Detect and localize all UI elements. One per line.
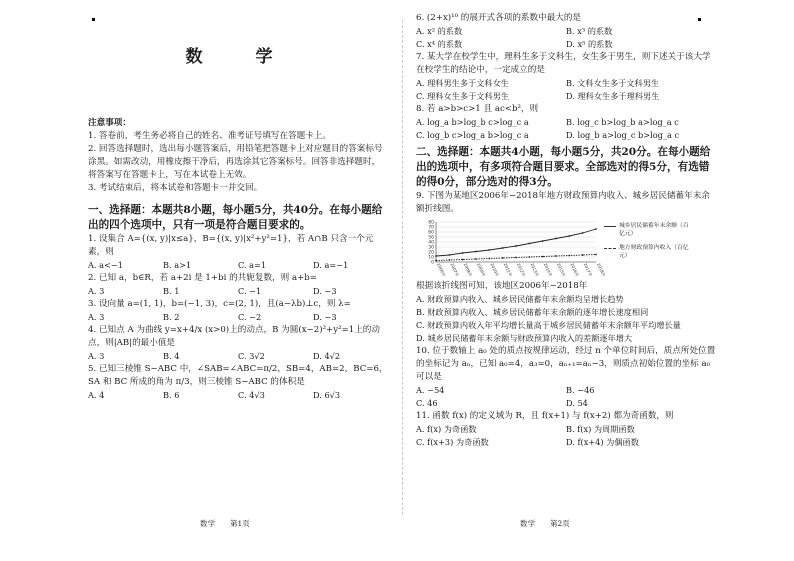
q5-option-c: C. 4√3 <box>238 390 265 400</box>
question-2-options <box>88 285 388 298</box>
legend-swatch-savings <box>604 226 616 227</box>
q2-option-b: B. 1 <box>163 286 180 296</box>
section-1-header: 一、选择题：本题共8小题，每小题5分，共40分。在每小题给出的四个选项中，只有一项是符合题目要求的。 <box>88 204 383 231</box>
question-4-options <box>88 350 388 363</box>
q4-option-b: B. 4 <box>163 351 180 361</box>
legend-item-savings <box>604 222 694 238</box>
note-3: 3. 考试结束后，将本试卷和答题卡一并交回。 <box>88 183 263 193</box>
q4-option-a: A. 3 <box>88 351 105 361</box>
q11-option-b: B. f(x) 为周期函数 <box>566 424 635 434</box>
note-2: 2. 回答选择题时，选出每小题答案后，用铅笔把答题卡上对应题目的答案标号涂黑。如需改动，用橡皮擦干净后，再选涂其它答案标号。回答非选择题时，将答案写在答题卡上，写在本试卷上无效。 <box>88 144 383 180</box>
question-11: 11. 函数 f(x) 的定义域为 R，且 f(x+1) 与 f(x+2) 都为奇函数，则 <box>416 411 674 421</box>
q8-option-a: A. log_a b>log_b c>log_c a <box>416 117 529 127</box>
series-0-point <box>555 238 557 240</box>
question-9-lead: 根据该折线图可知，该地区2006年−2018年 <box>416 281 588 291</box>
question-8: 8. 若 a>b>c>1 且 ac<b²，则 <box>416 104 539 114</box>
series-0-point <box>582 232 584 234</box>
q9-option-d: D. 城乡居民储蓄年末余额与财政预算内收入的差额逐年增大 <box>416 333 633 343</box>
question-5-options <box>88 389 388 402</box>
q5-option-b: B. 6 <box>163 390 180 400</box>
question-9-options <box>416 293 716 345</box>
question-3-options <box>88 311 388 324</box>
x-tick-label: 2006年 <box>436 262 447 278</box>
q2-option-d: D. −3 <box>313 286 337 296</box>
series-0-point <box>528 243 530 245</box>
series-1-point <box>515 257 517 259</box>
line-chart-svg <box>416 218 606 278</box>
page-divider <box>402 20 403 515</box>
question-7-options <box>416 77 716 103</box>
question-4: 4. 已知点 A 为曲线 y=x+4/x (x>0)上的动点，B 为圆(x−2)²+y²=1上的动点，则|AB|的最小值是 <box>88 325 380 348</box>
question-3: 3. 设向量 a=(1, 1)，b=(−1, 3)，c=(2, 1)，且(a−λb)⊥c，则 λ= <box>88 299 351 309</box>
q2-option-a: A. 3 <box>88 286 105 296</box>
x-tick-label: 2016年 <box>569 262 580 278</box>
note-1: 1. 答卷前，考生务必将自己的姓名、准考证号填写在答题卡上。 <box>88 131 331 141</box>
q9-option-b: B. 财政预算内收入、城乡居民储蓄年末余额的逐年增长速度相同 <box>416 307 649 317</box>
section-2-header: 二、选择题：本题共4小题，每小题5分，共20分。在每小题给出的选项中，有多项符合题目要求。全部选对的得5分，有选错的得0分，部分选对的得3分。 <box>416 146 711 188</box>
q10-option-a: A. −54 <box>416 385 445 395</box>
series-1-point <box>462 259 464 261</box>
y-tick-label: 50 <box>428 235 434 241</box>
x-tick-label: 2015年 <box>556 262 567 278</box>
x-tick-label: 2014年 <box>542 262 554 278</box>
q8-option-d: D. log_b a>log_c b>log_a c <box>566 130 680 140</box>
series-0-point <box>448 254 450 256</box>
right-page-footer: 数学 第2页 <box>520 519 570 528</box>
q11-option-a: A. f(x) 为奇函数 <box>416 424 477 434</box>
q6-option-d: D. x⁵ 的系数 <box>566 39 613 49</box>
q7-option-b: B. 文科女生多于文科男生 <box>566 78 660 88</box>
series-1-point <box>568 255 570 257</box>
q2-option-c: C. −1 <box>238 286 262 296</box>
q5-option-d: D. 6√3 <box>313 390 341 400</box>
x-tick-label: 2008年 <box>462 262 474 278</box>
series-0-point <box>475 251 477 253</box>
q3-option-c: C. −2 <box>238 312 262 322</box>
q1-option-b: B. a>1 <box>163 260 192 270</box>
series-1-point <box>555 255 557 257</box>
q9-option-c: C. 财政预算内收入年平均增长量高于城乡居民储蓄年末余额年平均增长量 <box>416 320 681 330</box>
q5-option-a: A. 4 <box>88 390 105 400</box>
q7-option-c: C. 理科女生多于文科男生 <box>416 91 510 101</box>
q6-option-c: C. x⁴ 的系数 <box>416 39 463 49</box>
x-tick-label: 2013年 <box>529 262 540 278</box>
question-8-options <box>416 116 716 142</box>
q4-option-c: C. 3√2 <box>238 351 265 361</box>
question-6: 6. (2+x)¹⁰ 的展开式各项的系数中最大的是 <box>416 13 582 23</box>
exam-title: 数 学 <box>185 47 291 67</box>
series-0-point <box>462 252 464 254</box>
question-7: 7. 某大学在校学生中，理科生多于文科生，女生多于男生，则下述关于该大学在校学生的结论中，一定成立的是 <box>416 52 711 75</box>
q7-option-a: A. 理科男生多于文科女生 <box>416 78 509 88</box>
x-tick-label: 2012年 <box>516 262 527 278</box>
q10-option-d: D. 54 <box>566 398 588 408</box>
series-0-point <box>515 245 517 247</box>
q1-option-d: D. a=−1 <box>313 260 349 270</box>
legend-label-savings: 城乡居民储蓄年末余额（百亿元） <box>619 223 689 237</box>
left-page-footer: 数学 第1页 <box>200 519 250 528</box>
legend-label-revenue: 地方财政预算内收入（百亿元） <box>619 245 689 259</box>
series-1-point <box>582 254 584 256</box>
left-page <box>88 12 388 521</box>
question-2: 2. 已知 a，b∈R，若 a+2i 是 1+bi 的共轭复数，则 a+b= <box>88 273 317 283</box>
question-5: 5. 已知三棱锥 S−ABC 中，∠SAB=∠ABC=π/2，SB=4，AB=2，BC=6，SA 和 BC 所成的角为 π/3，则三棱锥 S−ABC 的体积是 <box>88 364 388 387</box>
chart-legend <box>604 222 694 266</box>
question-1: 1. 设集合 A={(x, y)|x≤a}，B={(x, y)|x²+y²=1}，若 A∩B 只含一个元素，则 <box>88 234 374 257</box>
x-tick-label: 2010年 <box>489 262 500 278</box>
q3-option-d: D. −3 <box>313 312 337 322</box>
y-tick-label: 10 <box>428 255 434 261</box>
question-10-options <box>416 384 716 410</box>
legend-swatch-revenue <box>604 248 616 249</box>
q1-option-c: C. a=1 <box>238 260 267 270</box>
series-0-point <box>435 255 437 257</box>
q11-option-c: C. f(x+3) 为奇函数 <box>416 437 489 447</box>
q4-option-d: D. 4√2 <box>313 351 341 361</box>
y-tick-label: 60 <box>428 230 434 236</box>
series-1-point <box>528 256 530 258</box>
q8-option-b: B. log_c b>log_b a>log_a c <box>566 117 679 127</box>
x-tick-label: 2018年 <box>596 262 606 278</box>
q8-option-c: C. log_b c>log_a b>log_c a <box>416 130 529 140</box>
series-0-point <box>595 228 597 230</box>
y-tick-label: 40 <box>428 240 434 246</box>
x-tick-label: 2009年 <box>476 262 487 278</box>
q3-option-b: B. 2 <box>163 312 180 322</box>
q1-option-a: A. a<−1 <box>88 260 123 270</box>
question-11-options <box>416 423 716 449</box>
question-9: 9. 下图为某地区2006年−2018年地方财政预算内收入、城乡居民储蓄年末余额折线图。 <box>416 191 710 214</box>
q6-option-b: B. x³ 的系数 <box>566 26 613 36</box>
q9-option-a: A. 财政预算内收入、城乡居民储蓄年末余额均呈增长趋势 <box>416 294 624 304</box>
question-1-options <box>88 259 388 272</box>
x-tick-label: 2017年 <box>582 262 594 278</box>
q10-option-c: C. 46 <box>416 398 438 408</box>
q7-option-d: D. 理科女生多于理科男生 <box>566 91 660 101</box>
q10-option-b: B. −46 <box>566 385 595 395</box>
series-1-point <box>488 258 490 260</box>
series-1-point <box>435 260 437 262</box>
y-tick-label: 30 <box>428 245 434 251</box>
series-1-point <box>448 259 450 261</box>
series-0-point <box>488 249 490 251</box>
legend-item-revenue <box>604 244 694 260</box>
series-1-point <box>542 256 544 258</box>
question-6-options <box>416 25 716 51</box>
q3-option-a: A. 3 <box>88 312 105 322</box>
q6-option-a: A. x² 的系数 <box>416 26 463 36</box>
y-tick-label: 20 <box>428 250 434 256</box>
y-tick-label: 70 <box>428 225 434 231</box>
y-tick-label: 0 <box>431 260 434 266</box>
series-0-point <box>542 240 544 242</box>
q11-option-d: D. f(x+4) 为偶函数 <box>566 437 639 447</box>
x-tick-label: 2011年 <box>502 262 514 278</box>
line-chart <box>416 218 716 278</box>
series-1-point <box>502 257 504 259</box>
question-10: 10. 位于数轴上 a₀ 处的质点按规律运动，经过 n 个单位时间后，质点所处位置的坐标记为 aₙ，已知 a₀=4，a₃=0，aₙ₊₁=aₙ−3，则质点初始位置的坐标 a₀ 可以是 <box>416 346 716 382</box>
y-tick-label: 80 <box>428 220 434 226</box>
series-1-point <box>595 254 597 256</box>
series-0-point <box>502 247 504 249</box>
series-1-point <box>475 258 477 260</box>
notes-header: 注意事项： <box>88 118 131 128</box>
series-0-point <box>568 235 570 237</box>
x-tick-label: 2007年 <box>449 262 460 278</box>
right-page <box>416 12 716 521</box>
